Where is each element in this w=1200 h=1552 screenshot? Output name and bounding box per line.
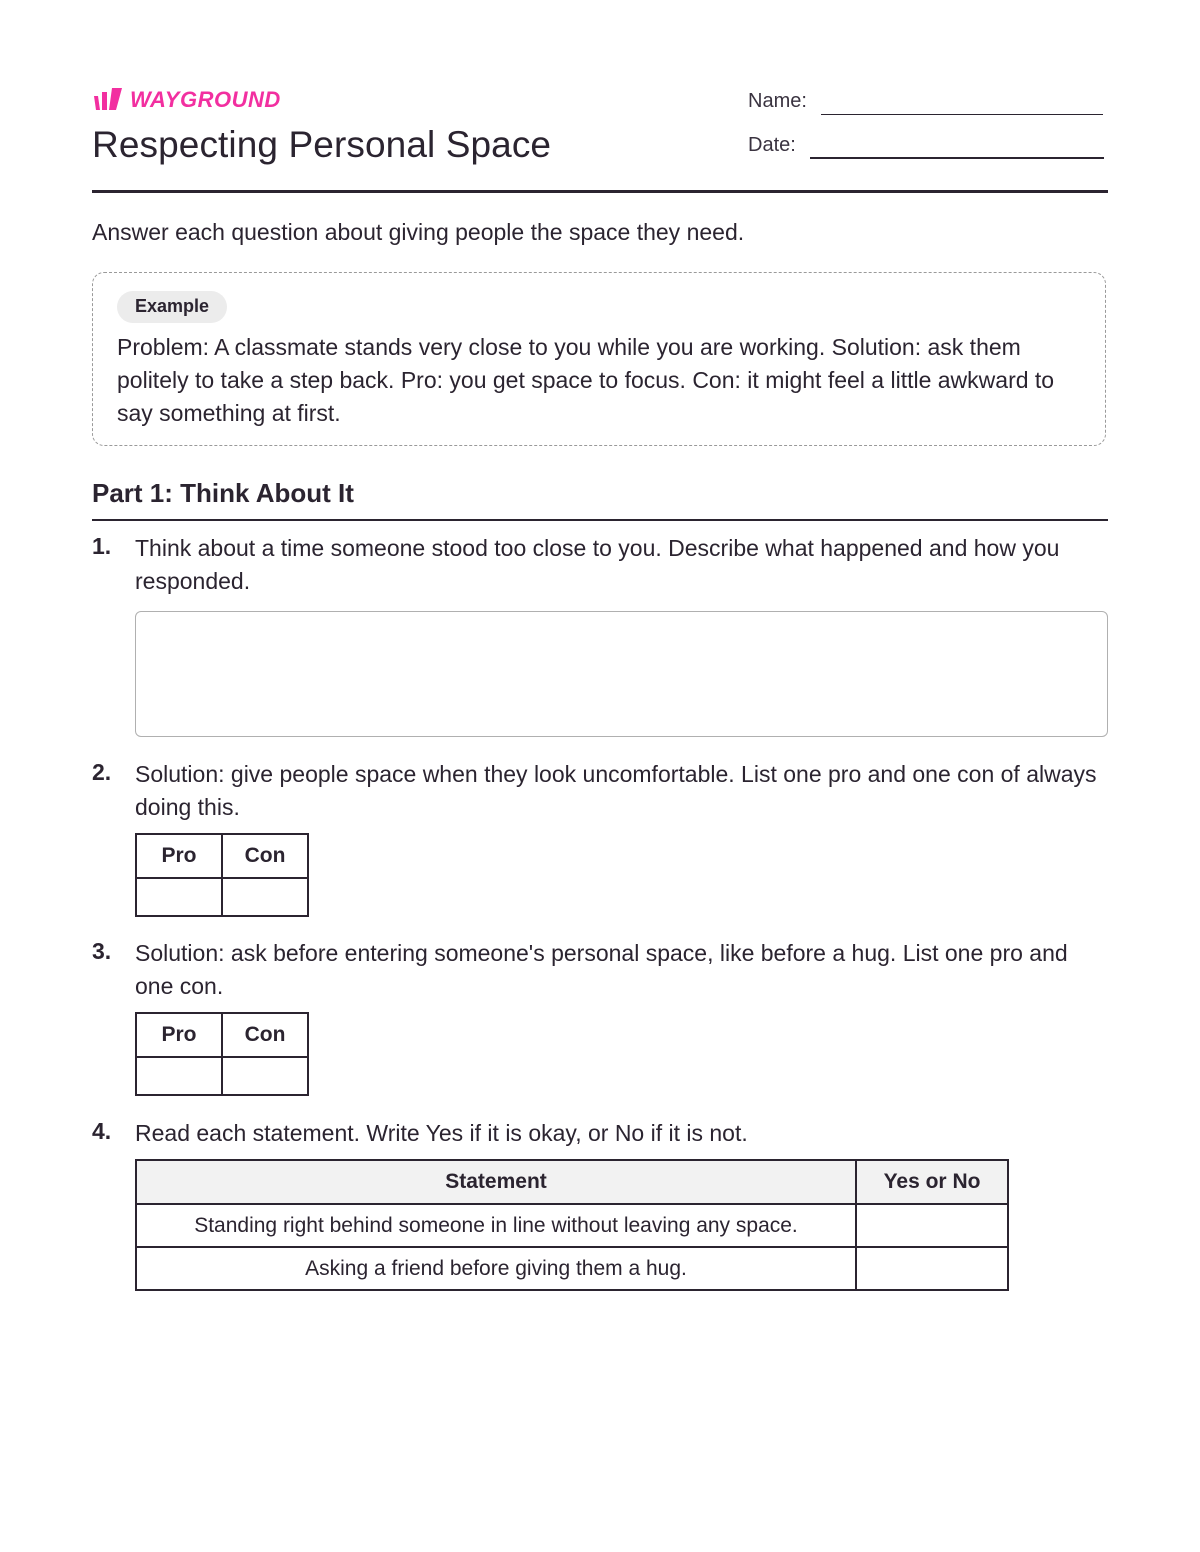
question-2-procon-table [135, 833, 309, 917]
yes-or-no-answer-cell[interactable] [856, 1247, 1008, 1290]
table-row [136, 1247, 1008, 1290]
example-badge: Example [117, 291, 227, 323]
question-2-number: 2. [92, 759, 112, 785]
wayground-logo-icon [92, 88, 126, 112]
question-1-text: Think about a time someone stood too close to you. Describe what happened and how you responded. [135, 535, 1060, 594]
question-3-procon-table [135, 1012, 309, 1096]
pro-header: Pro [136, 1013, 222, 1057]
statement-cell: Standing right behind someone in line without leaving any space. [136, 1204, 856, 1247]
question-2-text: Solution: give people space when they look uncomfortable. List one pro and one con of always doing this. [135, 761, 1097, 820]
instructions-text: Answer each question about giving people the space they need. [92, 219, 745, 245]
question-1-answer-box[interactable] [135, 611, 1108, 737]
question-4-number: 4. [92, 1118, 112, 1144]
worksheet-header [92, 86, 1108, 196]
brand-logo [92, 86, 281, 114]
con-answer-cell[interactable] [222, 878, 308, 916]
header-divider [92, 190, 1108, 193]
question-1-number: 1. [92, 533, 112, 559]
question-3-number: 3. [92, 938, 112, 964]
name-blank-line[interactable] [821, 113, 1103, 115]
question-4-text: Read each statement. Write Yes if it is okay, or No if it is not. [135, 1120, 748, 1146]
con-header: Con [222, 1013, 308, 1057]
example-text: Problem: A classmate stands very close to you while you are working. Solution: ask them politely to take a step back. Pro: you get space to focus. Con: it might feel a little awkward to say something at first. [117, 334, 1055, 426]
pro-answer-cell[interactable] [136, 1057, 222, 1095]
example-box [92, 272, 1106, 446]
question-4-statement-table [135, 1159, 1009, 1291]
statement-cell: Asking a friend before giving them a hug. [136, 1247, 856, 1290]
statement-header: Statement [136, 1160, 856, 1204]
date-field [748, 134, 1104, 157]
section-title: Part 1: Think About It [92, 478, 354, 508]
con-header: Con [222, 834, 308, 878]
brand-name: WAYGROUND [130, 87, 281, 112]
name-label: Name: [748, 90, 807, 112]
date-blank-line[interactable] [810, 156, 1104, 159]
worksheet-title: Respecting Personal Space [92, 124, 552, 165]
section-divider [92, 519, 1108, 521]
con-answer-cell[interactable] [222, 1057, 308, 1095]
yes-or-no-header: Yes or No [856, 1160, 1008, 1204]
yes-or-no-answer-cell[interactable] [856, 1204, 1008, 1247]
table-row [136, 1204, 1008, 1247]
name-field [748, 90, 1103, 113]
pro-answer-cell[interactable] [136, 878, 222, 916]
date-label: Date: [748, 134, 796, 156]
question-3-text: Solution: ask before entering someone's personal space, like before a hug. List one pro and one con. [135, 940, 1068, 999]
pro-header: Pro [136, 834, 222, 878]
